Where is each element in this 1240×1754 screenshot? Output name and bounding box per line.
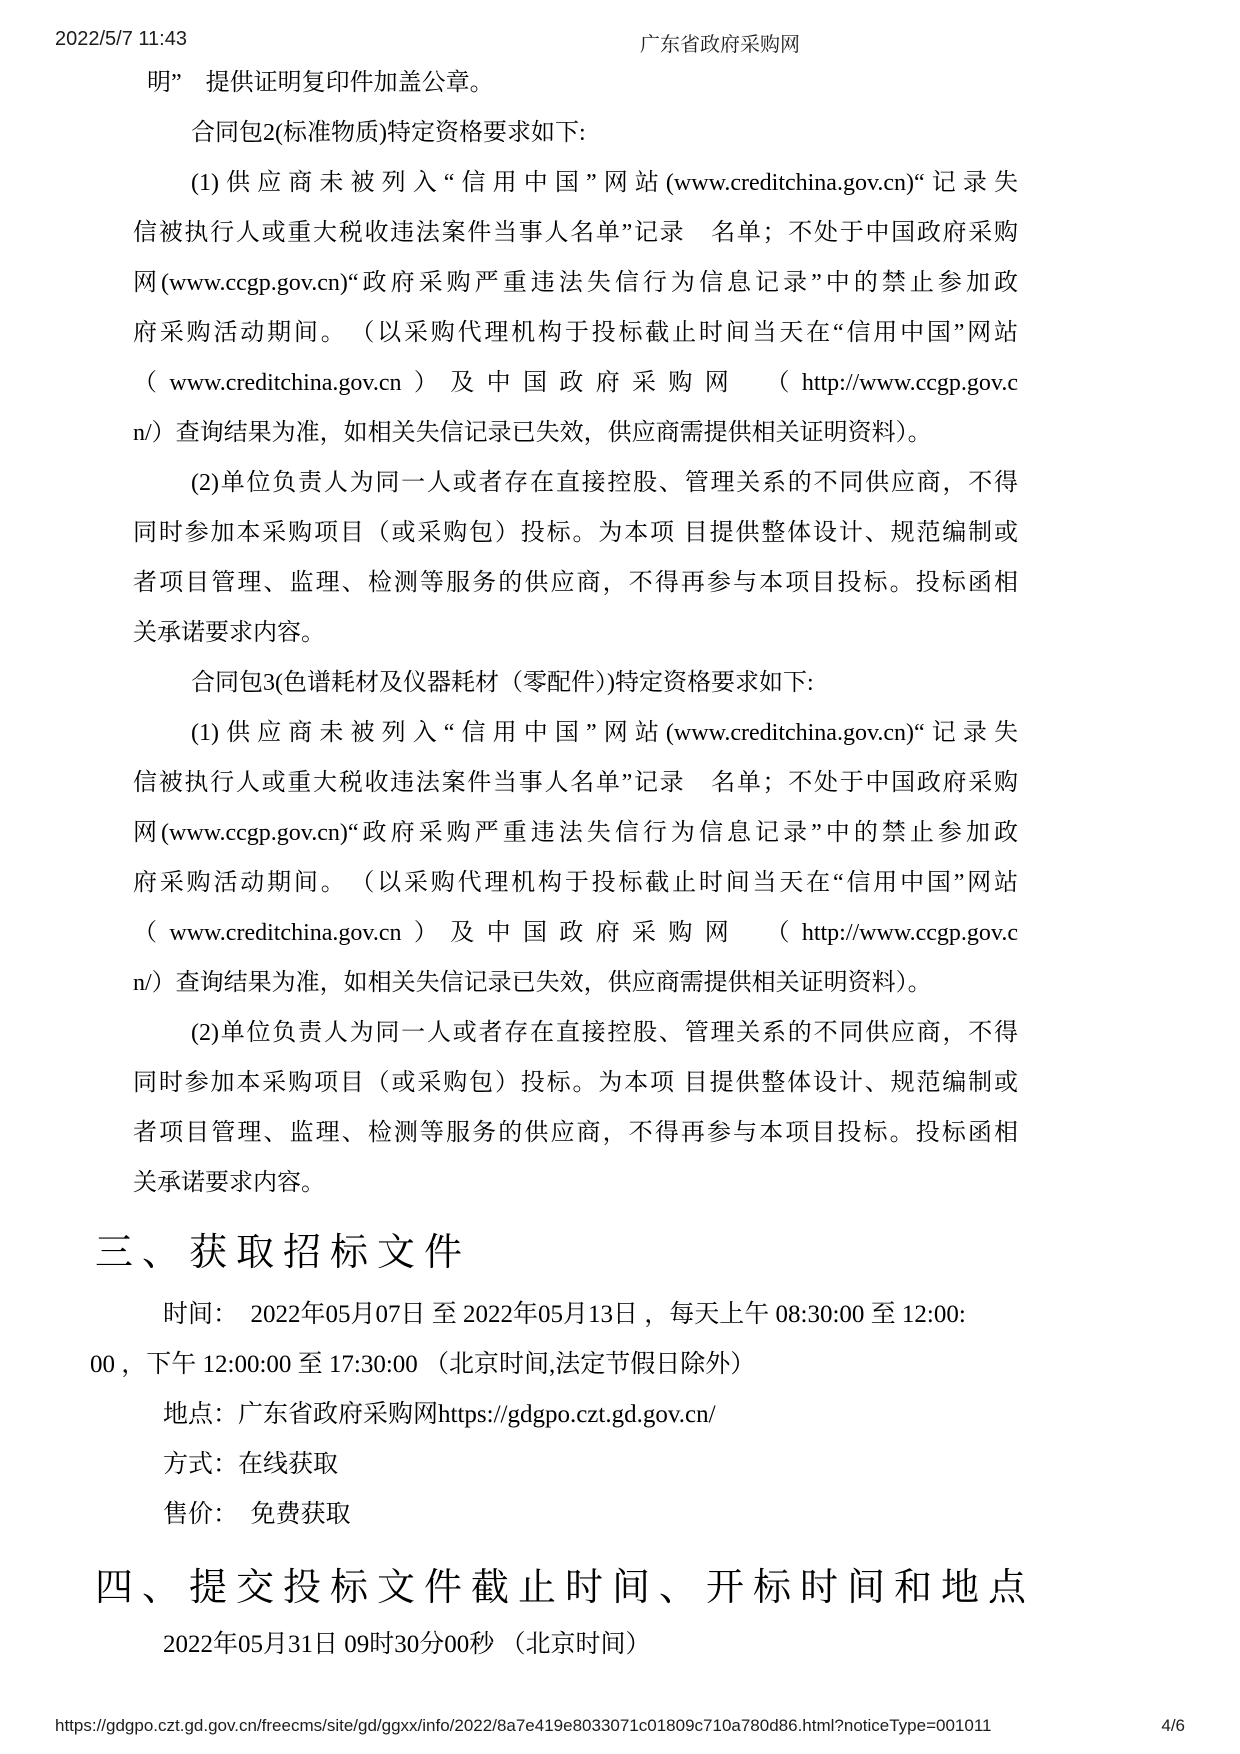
print-footer-url: https://gdgpo.czt.gd.gov.cn/freecms/site/gd/ggxx/info/2022/8a7e419e8033071c01809c710a780d86.html?noticeType=001011 [55,1716,992,1735]
text-line: (1)供应商未被列入“信用中国”网站(www.creditchina.gov.cn)“记录失 [191,720,1018,746]
text-line: 地点：广东省政府采购网https://gdgpo.czt.gd.gov.cn/ [163,1401,716,1428]
text-line: 者项目管理、监理、检测等服务的供应商，不得再参与本项目投标。投标函相 [133,570,1018,596]
text-line: 合同包3(色谱耗材及仪器耗材（零配件）)特定资格要求如下: [191,670,814,696]
text-line: 者项目管理、监理、检测等服务的供应商，不得再参与本项目投标。投标函相 [133,1120,1018,1146]
text-line: 同时参加本采购项目（或采购包）投标。为本项 目提供整体设计、规范编制或 [133,1070,1018,1096]
text-line: (1)供应商未被列入“信用中国”网站(www.creditchina.gov.cn)“记录失 [191,170,1018,196]
text-line: 合同包2(标准物质)特定资格要求如下: [191,120,586,146]
print-header-datetime: 2022/5/7 11:43 [55,28,187,50]
text-line: 明” 提供证明复印件加盖公章。 [147,70,494,96]
text-line: 府采购活动期间。 （以采购代理机构于投标截止时间当天在“信用中国”网站 [133,870,1018,896]
text-line: 信被执行人或重大税收违法案件当事人名单”记录 名单；不处于中国政府采购 [133,220,1018,246]
text-line: 同时参加本采购项目（或采购包）投标。为本项 目提供整体设计、规范编制或 [133,520,1018,546]
section-heading-bid-deadline: 四、提交投标文件截止时间、开标时间和地点 [95,1567,1036,1609]
text-line: 府采购活动期间。 （以采购代理机构于投标截止时间当天在“信用中国”网站 [133,320,1018,346]
text-line: 2022年05月31日 09时30分00秒 （北京时间） [163,1631,651,1658]
text-line: 网(www.ccgp.gov.cn)“政府采购严重违法失信行为信息记录”中的禁止参加政 [133,820,1018,846]
text-line: 时间： 2022年05月07日 至 2022年05月13日 ，每天上午 08:30:00 至 12:00: [163,1301,966,1328]
print-footer-page-number: 4/6 [1161,1716,1185,1735]
text-line: n/）查询结果为准，如相关失信记录已失效，供应商需提供相关证明资料）。 [133,970,932,996]
print-header-site-title: 广东省政府采购网 [640,34,800,56]
section-obtain-documents-details [90,1290,1015,1540]
text-line: 网(www.ccgp.gov.cn)“政府采购严重违法失信行为信息记录”中的禁止参加政 [133,270,1018,296]
text-line: (2)单位负责人为同一人或者存在直接控股、管理关系的不同供应商，不得 [191,470,1018,496]
text-line: 关承诺要求内容。 [133,1170,325,1196]
section-heading-obtain-documents: 三、获取招标文件 [95,1232,472,1274]
section-bid-deadline-details [90,1620,1015,1670]
text-line: 信被执行人或重大税收违法案件当事人名单”记录 名单；不处于中国政府采购 [133,770,1018,796]
notice-body-text [133,58,1018,1208]
text-line: 00 ，下午 12:00:00 至 17:30:00 （北京时间,法定节假日除外） [90,1351,756,1378]
text-line: （www.creditchina.gov.cn）及中国政府采购网 （http://www.ccgp.gov.c [133,370,1018,396]
text-line: 方式：在线获取 [163,1451,339,1478]
text-line: 售价： 免费获取 [163,1501,351,1528]
text-line: (2)单位负责人为同一人或者存在直接控股、管理关系的不同供应商，不得 [191,1020,1018,1046]
text-line: （www.creditchina.gov.cn）及中国政府采购网 （http://www.ccgp.gov.c [133,920,1018,946]
text-line: n/）查询结果为准，如相关失信记录已失效，供应商需提供相关证明资料）。 [133,420,932,446]
text-line: 关承诺要求内容。 [133,620,325,646]
